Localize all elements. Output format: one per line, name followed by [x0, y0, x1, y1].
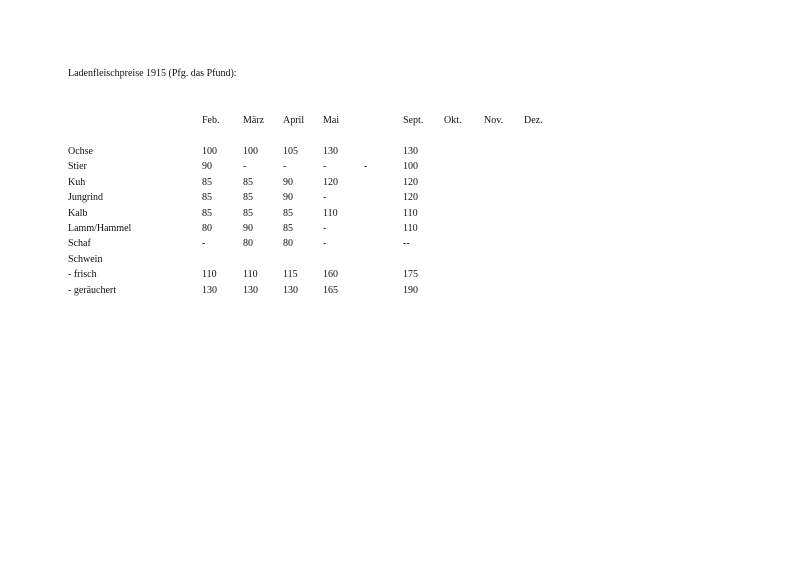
table-cell: - — [323, 223, 327, 234]
table-cell: 130 — [403, 146, 418, 157]
table-cell: 80 — [243, 238, 253, 250]
table-cell: 85 — [202, 192, 212, 204]
table-cell: 100 — [243, 146, 258, 157]
table-cell: 90 — [283, 176, 293, 188]
column-header: März — [243, 115, 265, 126]
table-cell: - — [243, 161, 247, 173]
table-cell: -- — [403, 238, 410, 250]
column-header: April — [283, 115, 305, 126]
row-label: - geräuchert — [68, 284, 117, 296]
column-header: Mai — [323, 115, 340, 126]
table-cell: 110 — [323, 207, 338, 219]
row-label: Jungrind — [68, 192, 103, 204]
table-cell: 120 — [403, 176, 418, 188]
table-cell: 85 — [243, 176, 253, 188]
table-cell: 85 — [202, 176, 212, 188]
table-cell: 120 — [323, 176, 338, 188]
table-cell: 110 — [202, 269, 217, 281]
table-cell: 85 — [243, 207, 253, 219]
column-header: Sept. — [403, 115, 424, 126]
table-cell: 85 — [202, 207, 212, 219]
table-cell: - — [323, 238, 327, 250]
table-cell: - — [323, 192, 327, 204]
table-cell: 110 — [403, 223, 418, 234]
document-title: Ladenfleischpreise 1915 (Pfg. das Pfund): — [68, 68, 237, 79]
table-cell: 85 — [283, 207, 293, 219]
row-label: - frisch — [68, 269, 97, 281]
column-header: Feb. — [202, 115, 220, 126]
table-cell: 175 — [403, 269, 418, 281]
table-cell: 100 — [202, 146, 217, 157]
table-cell: 130 — [243, 284, 258, 296]
row-label: Kuh — [68, 176, 86, 188]
column-header: Dez. — [524, 115, 543, 126]
row-label: Schwein — [68, 253, 103, 265]
column-header: Nov. — [484, 115, 504, 126]
table-cell: 90 — [202, 161, 212, 173]
table-cell: 160 — [323, 269, 338, 281]
table-cell: 165 — [323, 284, 338, 296]
table-cell: - — [323, 161, 327, 173]
table-cell: 80 — [283, 238, 293, 250]
table-cell: 90 — [243, 223, 253, 234]
table-cell: 190 — [403, 284, 418, 296]
row-label: Lamm/Hammel — [68, 223, 132, 234]
table-cell: 100 — [403, 161, 418, 173]
table-cell: 80 — [202, 223, 212, 234]
table-cell: 105 — [283, 146, 298, 157]
row-label: Schaf — [68, 238, 91, 250]
table-cell: 130 — [202, 284, 217, 296]
row-label: Kalb — [68, 207, 88, 219]
table-cell: 90 — [283, 192, 293, 204]
table-cell: 110 — [403, 207, 418, 219]
table-cell: - — [364, 161, 368, 173]
column-header: Okt. — [444, 115, 462, 126]
table-cell: 85 — [283, 223, 293, 234]
table-cell: 120 — [403, 192, 418, 204]
table-cell: 115 — [283, 269, 298, 281]
table-cell: 85 — [243, 192, 253, 204]
table-cell: 110 — [243, 269, 258, 281]
table-cell: 130 — [283, 284, 298, 296]
table-cell: - — [202, 238, 206, 250]
table-cell: - — [283, 161, 287, 173]
row-label: Stier — [68, 161, 87, 173]
table-cell: 130 — [323, 146, 338, 157]
row-label: Ochse — [68, 146, 93, 157]
